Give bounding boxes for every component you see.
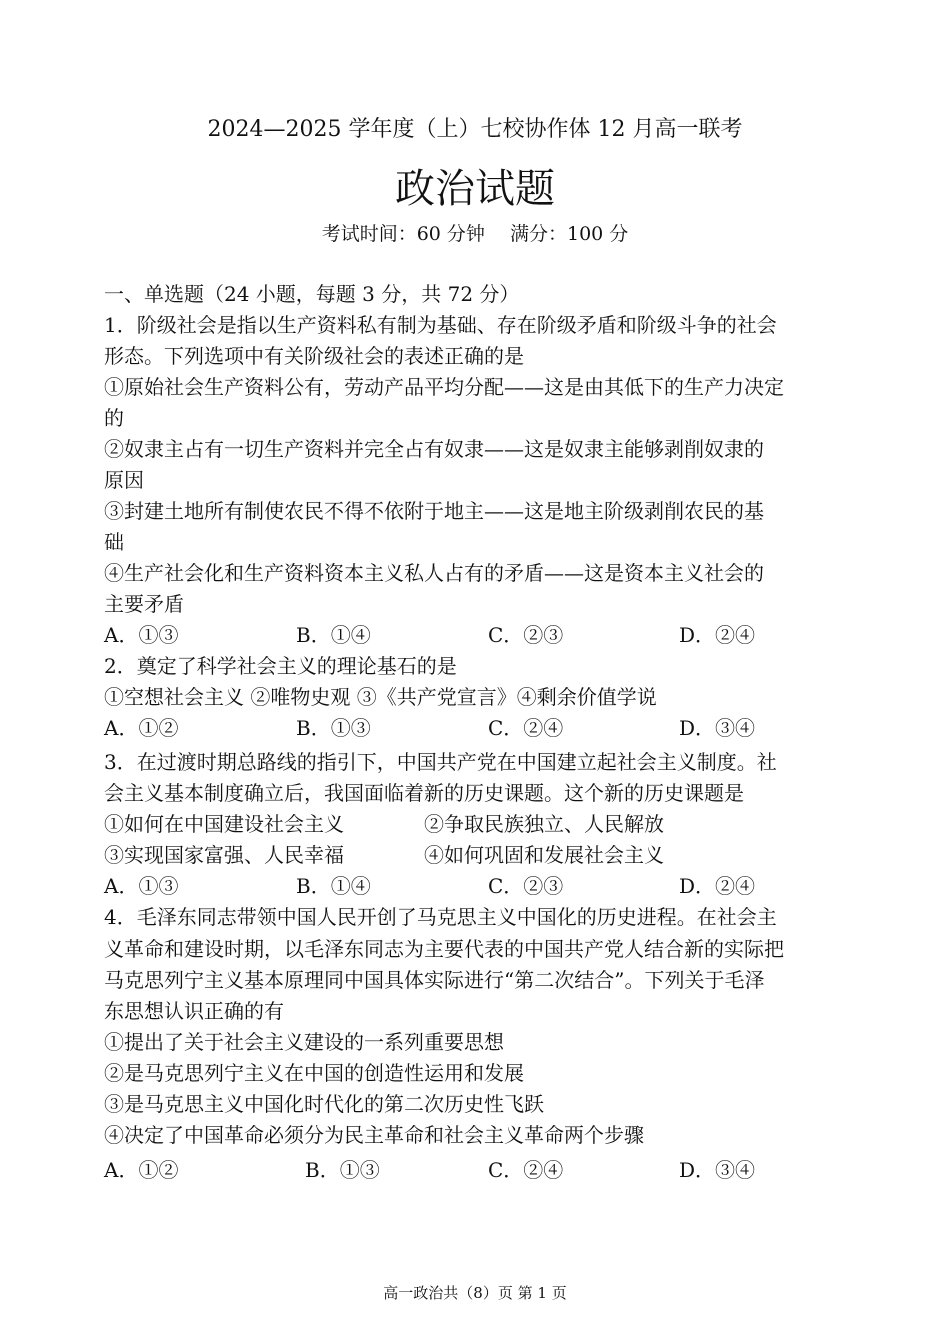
question-line: 3．在过渡时期总路线的指引下，中国共产党在中国建立起社会主义制度。社: [104, 750, 777, 774]
option-b[interactable]: B．①③: [305, 1158, 380, 1182]
question-line: ②奴隶主占有一切生产资料并完全占有奴隶——这是奴隶主能够剥削奴隶的: [104, 437, 764, 461]
exam-title: 2024—2025 学年度（上）七校协作体 12 月高一联考: [207, 117, 743, 142]
question-line: ①提出了关于社会主义建设的一系列重要思想: [104, 1030, 504, 1054]
question-line: ③实现国家富强、人民幸福 ④如何巩固和发展社会主义: [104, 843, 664, 867]
question-line: ①空想社会主义 ②唯物史观 ③《共产党宣言》④剩余价值学说: [104, 685, 657, 709]
question-line: 础: [104, 530, 124, 554]
option-c[interactable]: C．②④: [488, 716, 564, 740]
question-line: 主要矛盾: [104, 592, 184, 616]
option-a[interactable]: A．①③: [104, 623, 179, 647]
option-d[interactable]: D．③④: [679, 716, 756, 740]
question-line: ④生产社会化和生产资料资本主义私人占有的矛盾——这是资本主义社会的: [104, 561, 764, 585]
question-line: 4．毛泽东同志带领中国人民开创了马克思主义中国化的历史进程。在社会主: [104, 905, 777, 929]
question-line: 2．奠定了科学社会主义的理论基石的是: [104, 654, 457, 678]
option-c[interactable]: C．②③: [488, 874, 564, 898]
option-a[interactable]: A．①②: [104, 1158, 179, 1182]
option-d[interactable]: D．②④: [679, 623, 756, 647]
option-a[interactable]: A．①②: [104, 716, 179, 740]
option-c[interactable]: C．②④: [488, 1158, 564, 1182]
option-c[interactable]: C．②③: [488, 623, 564, 647]
question-line: ④决定了中国革命必须分为民主革命和社会主义革命两个步骤: [104, 1123, 644, 1147]
option-b[interactable]: B．①④: [296, 623, 371, 647]
question-line: 的: [104, 406, 124, 430]
question-line: ②是马克思列宁主义在中国的创造性运用和发展: [104, 1061, 524, 1085]
exam-info: 考试时间：60 分钟 满分：100 分: [321, 223, 629, 245]
question-line: 1．阶级社会是指以生产资料私有制为基础、存在阶级矛盾和阶级斗争的社会: [104, 313, 777, 337]
option-d[interactable]: D．③④: [679, 1158, 756, 1182]
question-line: ③封建土地所有制使农民不得不依附于地主——这是地主阶级剥削农民的基: [104, 499, 764, 523]
page-footer: 高一政治共（8）页 第 1 页: [383, 1284, 567, 1302]
option-b[interactable]: B．①③: [296, 716, 371, 740]
question-line: 原因: [104, 468, 144, 492]
option-d[interactable]: D．②④: [679, 874, 756, 898]
question-line: ①如何在中国建设社会主义 ②争取民族独立、人民解放: [104, 812, 664, 836]
option-b[interactable]: B．①④: [296, 874, 371, 898]
option-a[interactable]: A．①③: [104, 874, 179, 898]
subject-title: 政治试题: [395, 166, 555, 212]
section-heading: 一、单选题（24 小题，每题 3 分，共 72 分）: [104, 282, 520, 306]
question-line: 义革命和建设时期，以毛泽东同志为主要代表的中国共产党人结合新的实际把: [104, 937, 784, 961]
question-line: ①原始社会生产资料公有，劳动产品平均分配——这是由其低下的生产力决定: [104, 375, 784, 399]
question-line: 形态。下列选项中有关阶级社会的表述正确的是: [104, 344, 524, 368]
question-line: 东思想认识正确的有: [104, 999, 284, 1023]
question-line: ③是马克思主义中国化时代化的第二次历史性飞跃: [104, 1092, 544, 1116]
question-line: 会主义基本制度确立后，我国面临着新的历史课题。这个新的历史课题是: [104, 781, 744, 805]
question-line: 马克思列宁主义基本原理同中国具体实际进行“第二次结合”。下列关于毛泽: [104, 968, 765, 992]
